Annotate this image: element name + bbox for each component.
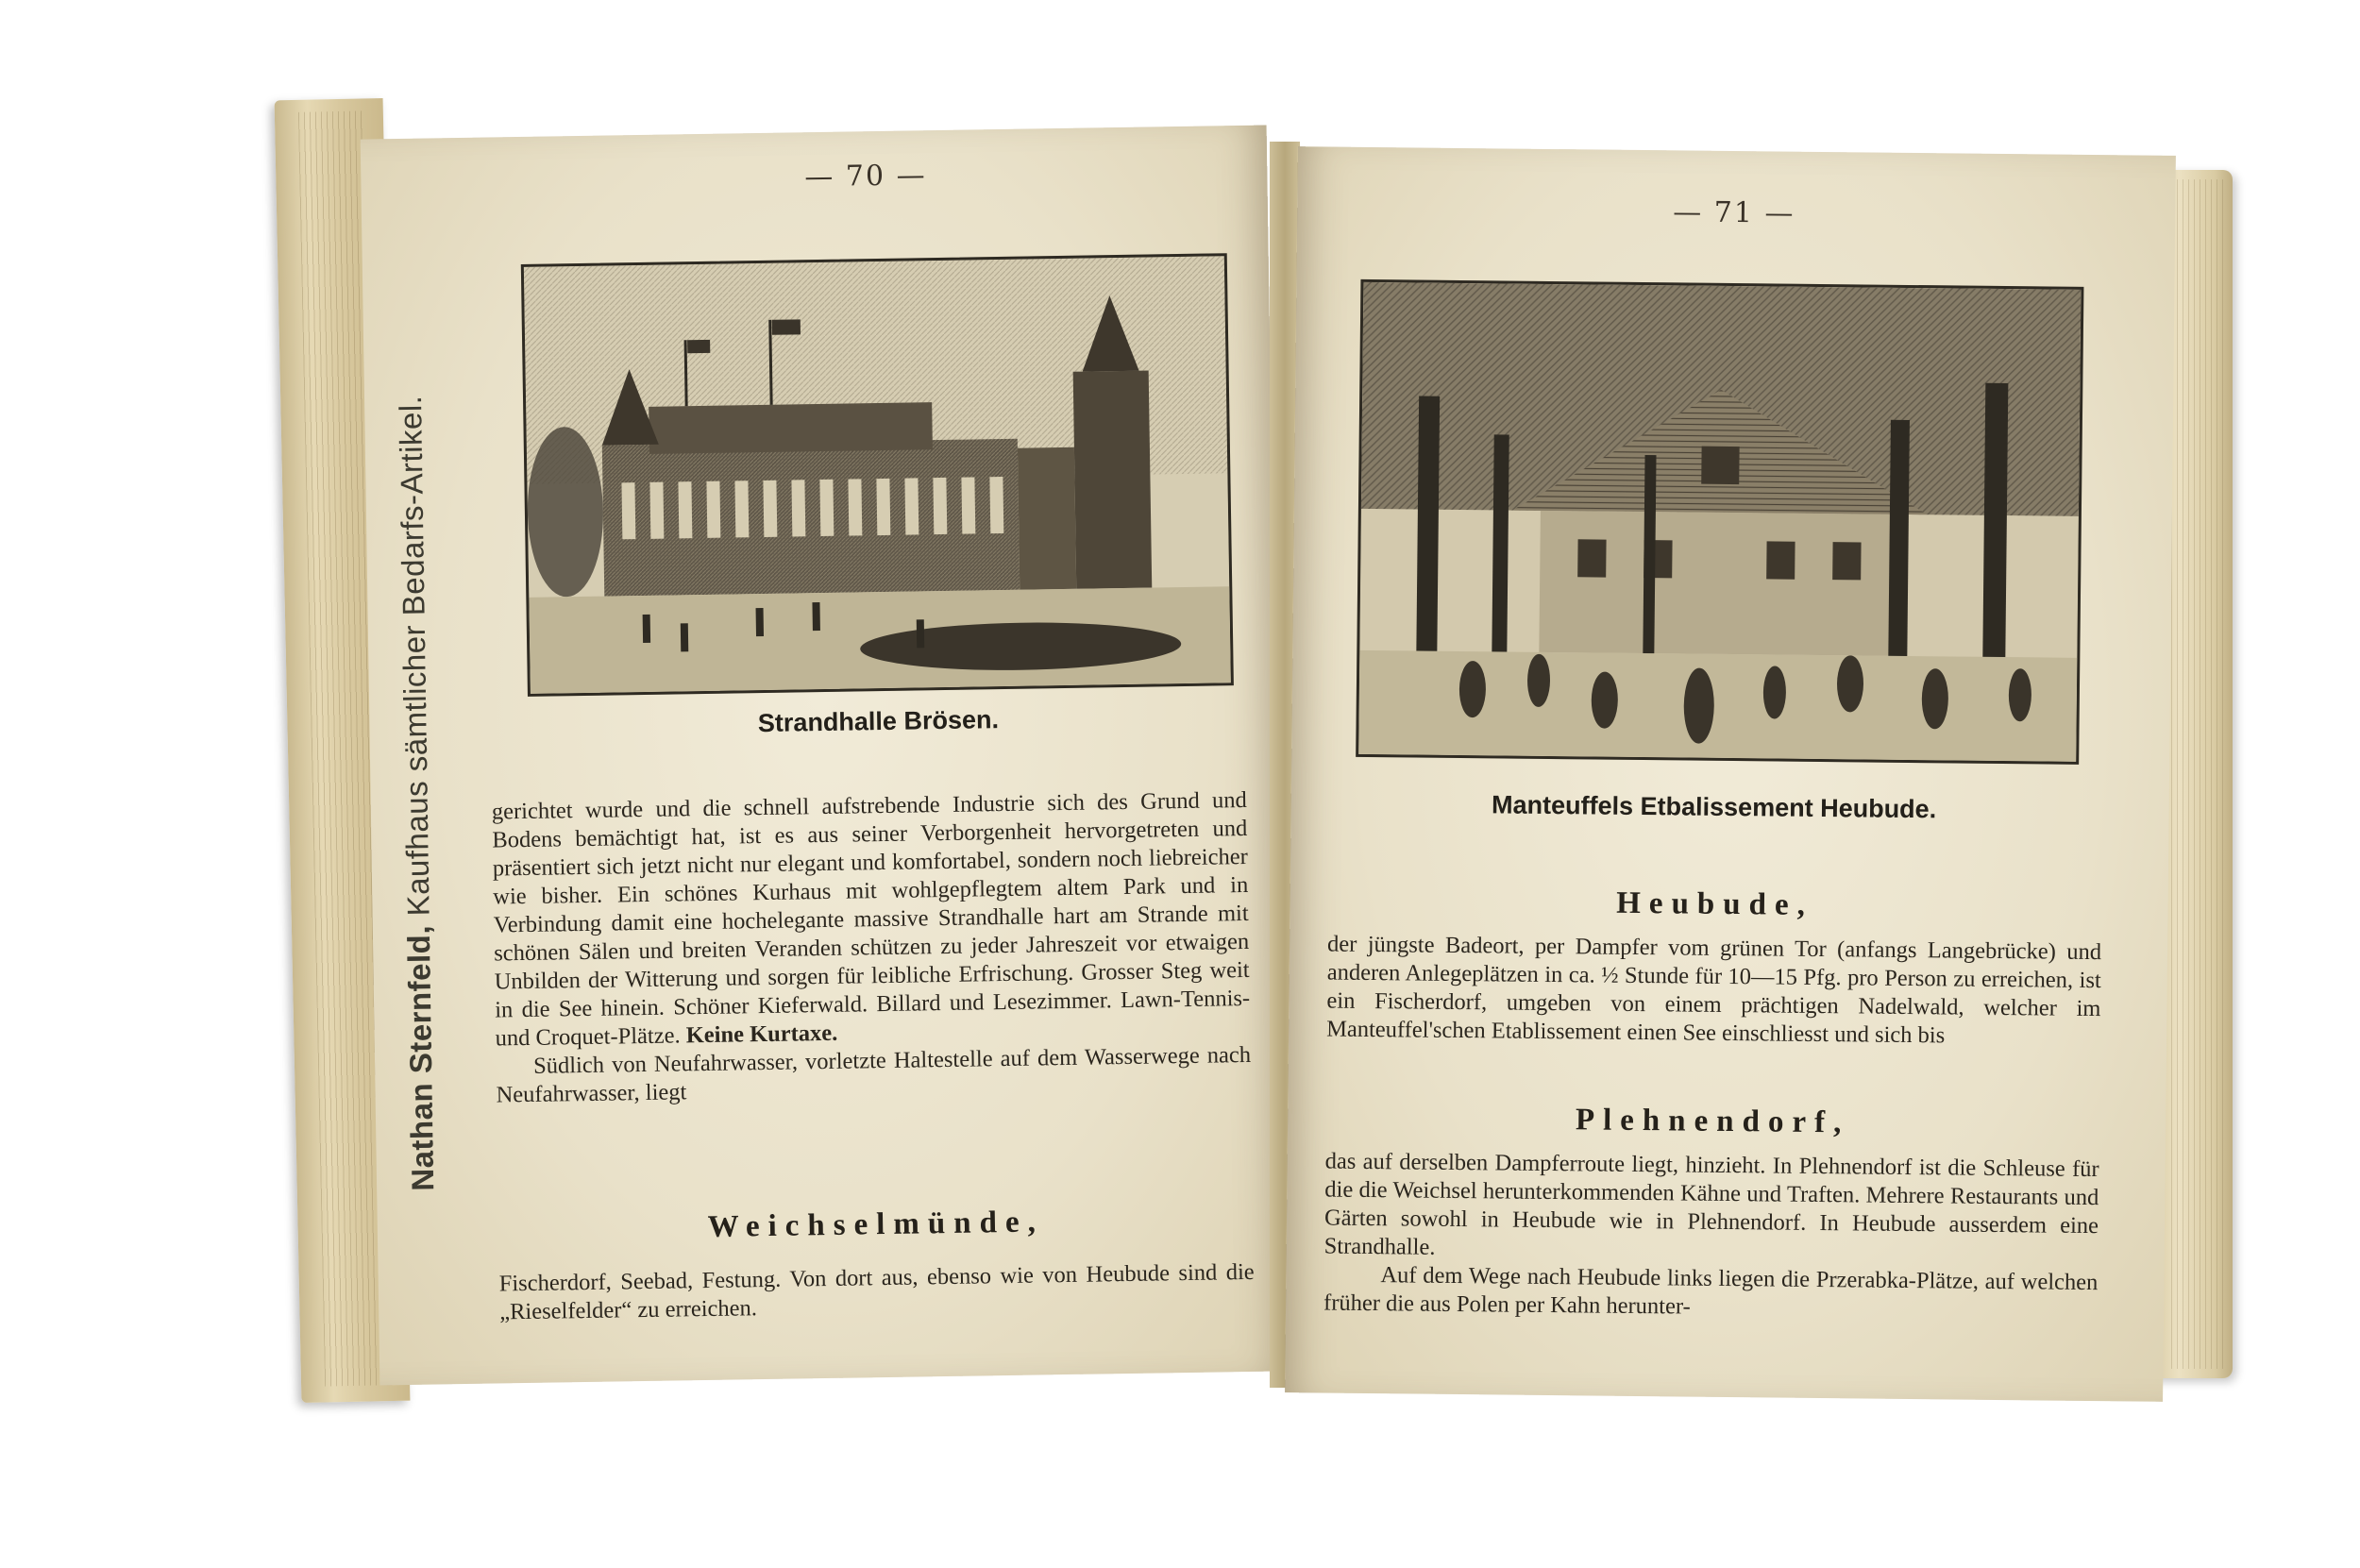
side-advertisement — [390, 238, 443, 1192]
left-page — [361, 126, 1287, 1386]
left-paragraph-3: Fischerdorf, Seebad, Festung. Von dort aus, ebenso wie von Heubude sind die „Rieselfelder“ zu erreichen. — [498, 1258, 1255, 1325]
page-number-right: — 71 — — [1673, 195, 1795, 230]
right-paragraph-3: Auf dem Wege nach Heubude links liegen die Przerabka-Plätze, auf welchen früher die aus Polen per Kahn herunter- — [1323, 1262, 2099, 1320]
page-number-left: — 70 — — [804, 159, 927, 194]
heading-heubude: Heubude, — [1616, 885, 1814, 922]
body-text-right-2 — [1323, 1148, 2099, 1326]
body-text-right-1 — [1326, 931, 2101, 1053]
left-paragraph-2: Südlich von Neufahrwasser, vorletzte Haltestelle auf dem Wasserwege nach Neufahrwasser, liegt — [496, 1041, 1252, 1108]
book-edge-right-lines — [2171, 179, 2223, 1369]
right-paragraph-2: das auf derselben Dampferroute liegt, hinzieht. In Plehnendorf ist die Schleuse für die die Weichsel herunterkommenden Kähne und Traften. Mehrere Restaurants und Gärten sowohl in Heubude wie in Plehnendorf. In Heubude ausserdem eine Strandhalle. — [1323, 1148, 2099, 1260]
right-paragraph-1: der jüngste Badeort, per Dampfer vom grünen Tor (anfangs Langebrücke) und anderen Anlegeplätzen in ca. ½ Stunde für 10—15 Pfg. pro Person zu erreichen, ist ein Fischerdorf, umgeben von einem prächtigen Nadelwald, welcher im Manteuffel'schen Etablissement einen See einschliesst und sich bis — [1326, 931, 2102, 1049]
caption-manteuffels: Manteuffels Etbalissement Heubude. — [1491, 790, 1937, 824]
side-ad-text: Kaufhaus sämtlicher Bedarfs-Artikel. — [392, 395, 436, 926]
body-text-left-bottom — [499, 1258, 1256, 1327]
keine-kurtaxe: Keine Kurtaxe. — [685, 1020, 838, 1049]
illustration-manteuffels — [1356, 279, 2083, 765]
side-ad-brand: Nathan Sternfeld, — [400, 924, 441, 1192]
right-page — [1285, 146, 2176, 1402]
heading-plehnendorf: Plehnendorf, — [1575, 1103, 1850, 1140]
heading-weichselmuende: Weichselmünde, — [707, 1205, 1045, 1244]
left-paragraph-1: gerichtet wurde und die schnell aufstrebende Industrie sich des Grund und Bodens bemächtigt hat, ist es aus seiner Verborgenheit hervorgetreten und präsentiert sich jetzt nicht nur elegant und komfortabel, sondern noch liebreicher wie bisher. Ein schönes Kurhaus mit wohlgepflegtem altem Park und in Verbindung damit eine hochelegante massive Strandhalle hart am Strande mit schönen Sälen und breiten Veranden schützen zu jeder Jahreszeit vor etwaigen Unbilden der Witterung und sorgen für leibliche Erfrischung. Grosser Steg weit in die See hinein. Schöner Kieferwald. Billard und Lesezimmer. Lawn-Tennis- und Croquet-Plätze. Keine Kurtaxe. — [491, 786, 1251, 1052]
body-text-left — [492, 786, 1252, 1110]
caption-strandhalle: Strandhalle Brösen. — [757, 705, 1000, 738]
illustration-strandhalle — [521, 253, 1234, 697]
